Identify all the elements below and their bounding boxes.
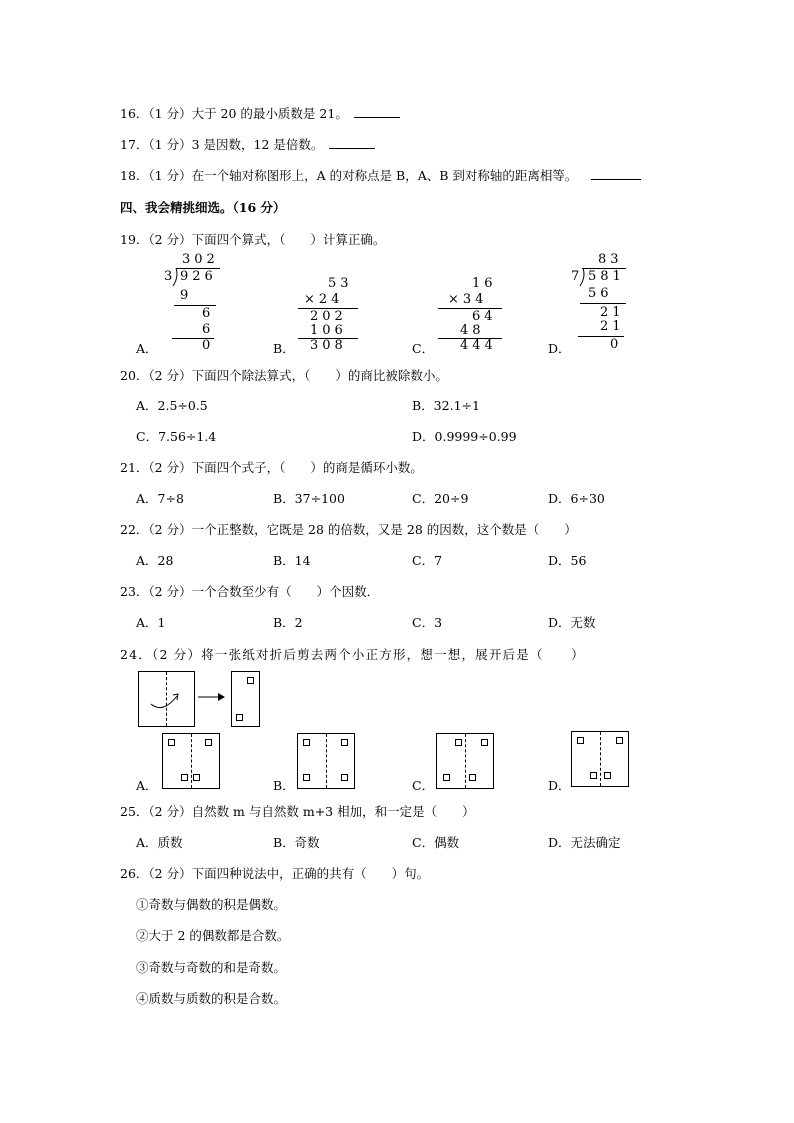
option-a-label: A．: [136, 778, 158, 793]
question-24: 24．（2 分）将一张纸对折后剪去两个小正方形，想一想，展开后是（ ）: [120, 647, 585, 662]
section-4-title: 四、我会精挑细选。（16 分）: [120, 200, 286, 215]
option-a[interactable]: A．28: [136, 553, 174, 568]
option-c[interactable]: C．7.56÷1.4: [136, 429, 217, 444]
quotient: 302: [182, 252, 219, 267]
multiplication-c: [438, 276, 508, 356]
option-b[interactable]: B．2: [273, 615, 303, 630]
option-c[interactable]: C．7: [412, 553, 443, 568]
option-d-label: D．: [548, 778, 571, 793]
option-d[interactable]: D．无法确定: [548, 835, 621, 850]
right-arrow-icon: [198, 692, 228, 702]
option-b[interactable]: B．奇数: [273, 835, 320, 850]
final-remainder: 0: [610, 337, 619, 352]
long-division-d: [568, 252, 638, 352]
subtract-line: 9: [180, 288, 193, 303]
question-16: [120, 104, 400, 122]
option-b[interactable]: B．32.1÷1: [412, 398, 480, 413]
question-26: 26．（2 分）下面四种说法中，正确的共有（ ）句。: [120, 866, 430, 881]
option-a[interactable]: A．2.5÷0.5: [136, 398, 208, 413]
multiplicand: 53: [328, 276, 353, 291]
option-c-figure[interactable]: [436, 733, 494, 789]
option-a-figure[interactable]: [162, 733, 220, 789]
dividend: 581: [588, 269, 625, 284]
option-b-figure[interactable]: [297, 733, 355, 789]
statement-4: ④质数与质数的积是合数。: [136, 991, 287, 1006]
option-d-label: D．: [548, 341, 571, 356]
subtract-line: 21: [600, 319, 625, 334]
option-c[interactable]: C．偶数: [412, 835, 460, 850]
long-division-a: [160, 252, 230, 352]
question-22: 22．（2 分）一个正整数，它既是 28 的倍数，又是 28 的因数，这个数是（ ）: [120, 522, 577, 537]
subtract-line: 56: [588, 286, 613, 301]
product: 308: [310, 338, 347, 353]
question-text: 18．（1 分）在一个轴对称图形上，A 的对称点是 B，A、B 到对称轴的距离相等。: [120, 168, 578, 183]
option-d[interactable]: D．6÷30: [548, 491, 605, 506]
divisor: 7: [571, 269, 584, 284]
multiplier: ×34: [448, 292, 488, 307]
option-a[interactable]: A．7÷8: [136, 491, 184, 506]
option-d-figure[interactable]: [571, 731, 629, 787]
option-a-label: A．: [136, 341, 158, 356]
partial-product: 64: [472, 309, 497, 324]
multiplicand: 16: [472, 276, 497, 291]
answer-blank: [329, 136, 375, 149]
folded-paper-figure: [138, 671, 195, 727]
option-a[interactable]: A．质数: [136, 835, 183, 850]
question-25: 25．（2 分）自然数 m 与自然数 m+3 相加，和一定是（ ）: [120, 804, 475, 819]
question-23: 23．（2 分）一个合数至少有（ ）个因数．: [120, 584, 380, 599]
question-18: [120, 166, 641, 184]
option-d[interactable]: D．无数: [548, 615, 596, 630]
divisor: 3: [164, 269, 177, 284]
answer-blank: [591, 167, 641, 180]
multiplier: ×24: [304, 292, 344, 307]
question-20: 20．（2 分）下面四个除法算式，（ ）的商比被除数小。: [120, 368, 448, 383]
question-21: 21．（2 分）下面四个式子，（ ）的商是循环小数。: [120, 460, 423, 475]
option-b[interactable]: B．14: [273, 553, 311, 568]
partial-product: 202: [310, 309, 347, 324]
option-d[interactable]: D．56: [548, 553, 587, 568]
option-c-label: C．: [412, 341, 435, 356]
question-17: [120, 135, 375, 153]
statement-2: ②大于 2 的偶数都是合数。: [136, 928, 290, 943]
remainder-line: 6: [202, 306, 215, 321]
subtract-line: 6: [202, 322, 215, 337]
option-b-label: B．: [273, 341, 295, 356]
option-a[interactable]: A．1: [136, 615, 166, 630]
option-d[interactable]: D．0.9999÷0.99: [412, 429, 517, 444]
question-text: 17．（1 分）3 是因数，12 是倍数。: [120, 137, 324, 152]
quotient: 83: [598, 252, 623, 267]
statement-3: ③奇数与奇数的和是奇数。: [136, 960, 287, 975]
folded-cut-paper: [231, 671, 260, 727]
multiplication-b: [298, 276, 368, 356]
option-c-label: C．: [412, 778, 435, 793]
option-b-label: B．: [273, 778, 295, 793]
fold-arrow-icon: [147, 686, 187, 716]
final-remainder: 0: [202, 338, 211, 353]
option-b[interactable]: B．37÷100: [273, 491, 345, 506]
partial-product: 106: [310, 323, 347, 338]
question-19: 19．（2 分）下面四个算式，（ ）计算正确。: [120, 232, 386, 247]
remainder-line: 21: [600, 305, 625, 320]
option-c[interactable]: C．3: [412, 615, 443, 630]
question-text: 16．（1 分）大于 20 的最小质数是 21。: [120, 106, 348, 121]
answer-blank: [354, 105, 400, 118]
dividend: 926: [180, 269, 217, 284]
partial-product: 48: [460, 323, 485, 338]
product: 444: [460, 338, 497, 353]
statement-1: ①奇数与偶数的积是偶数。: [136, 897, 287, 912]
option-c[interactable]: C．20÷9: [412, 491, 469, 506]
